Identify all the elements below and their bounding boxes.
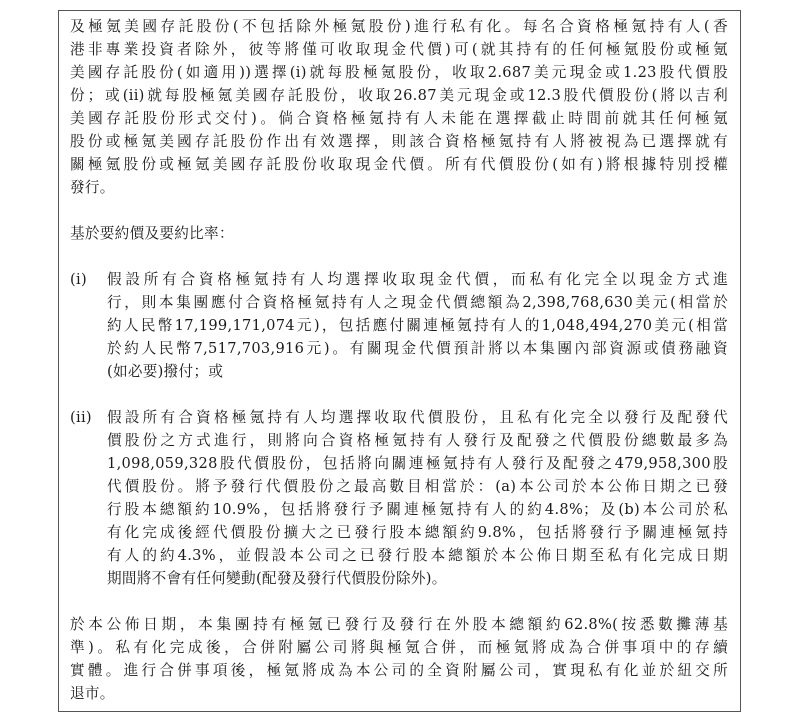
document-body [70, 15, 728, 705]
text-line: 1,098,059,328股代價股份，包括將向關連極氪持有人發行及配發之479,958,300股 [107, 455, 728, 472]
text-line: 價股份之方式進行，則將向合資格極氪持有人發行及配發之代價股份總數最多為 [107, 432, 728, 449]
text-line: 美國存託股份(如適用))選擇(i)就每股極氪股份，收取2.687美元現金或1.23股代價股 [70, 64, 728, 81]
text-line: 有化完成後經代價股份擴大之已發行股本總額約9.8%，包括將發行予關連極氪持 [107, 524, 728, 541]
list-item-ii [70, 406, 728, 590]
list-marker: (ii) [70, 409, 92, 426]
text-line: 發行。 [70, 179, 115, 196]
text-line: 行，則本集團應付合資格極氪持有人之現金代價總額為2,398,768,630美元(相當於 [107, 294, 728, 311]
document-frame [58, 10, 741, 712]
basis-heading [70, 222, 728, 245]
text-line: 於約人民幣7,517,703,916元)。有關現金代價預計將以本集團內部資源或債務融資 [107, 340, 728, 357]
list-item-i [70, 268, 728, 383]
text-line: 約人民幣17,199,171,074元)，包括應付關連極氪持有人的1,048,494,270美元(相當 [107, 317, 728, 334]
text-line: 假設所有合資格極氪持有人均選擇收取現金代價，而私有化完全以現金方式進 [107, 271, 728, 288]
text-line: 美國存託股份形式交付)。倘合資格極氪持有人未能在選擇截止時間前就其任何極氪 [70, 110, 728, 127]
text-line: 關極氪股份或極氪美國存託股份收取現金代價。所有代價股份(如有)將根據特別授權 [70, 156, 728, 173]
text-line: 期間將不會有任何變動(配發及發行代價股份除外)。 [107, 570, 447, 587]
text-line: 行股本總額約10.9%，包括將發行予關連極氪持有人的約4.8%；及(b)本公司於私 [107, 501, 728, 518]
text-line: (如必要)撥付；或 [107, 363, 224, 380]
closing-paragraph [70, 613, 728, 705]
text-line: 基於要約價及要約比率： [70, 225, 234, 242]
text-line: 有人的約4.3%，並假設本公司之已發行股本總額於本公佈日期至私有化完成日期 [107, 547, 728, 564]
text-line: 假設所有合資格極氪持有人均選擇收取代價股份，且私有化完全以發行及配發代 [107, 409, 728, 426]
text-line: 港非專業投資者除外，彼等將僅可收取現金代價)可(就其持有的任何極氪股份或極氪 [70, 41, 728, 58]
text-line: 股份或極氪美國存託股份作出有效選擇，則該合資格極氪持有人將被視為已選擇就有 [70, 133, 728, 150]
text-line: 份；或(ii)就每股極氪美國存託股份，收取26.87美元現金或12.3股代價股份(將以吉利 [70, 87, 728, 104]
text-line: 準)。私有化完成後，合併附屬公司將與極氪合併，而極氪將成為合併事項中的存續 [70, 639, 728, 656]
list-marker: (i) [70, 271, 87, 288]
intro-paragraph [70, 15, 728, 199]
text-line: 及極氪美國存託股份(不包括除外極氪股份)進行私有化。每名合資格極氪持有人(香 [70, 18, 728, 35]
text-line: 代價股份。將予發行代價股份之最高數目相當於：(a)本公司於本公佈日期之已發 [107, 478, 728, 495]
text-line: 於本公佈日期，本集團持有極氪已發行及發行在外股本總額約62.8%(按悉數攤薄基 [70, 616, 728, 633]
text-line: 退市。 [70, 685, 115, 702]
text-line: 實體。進行合併事項後，極氪將成為本公司的全資附屬公司，實現私有化並於紐交所 [70, 662, 728, 679]
